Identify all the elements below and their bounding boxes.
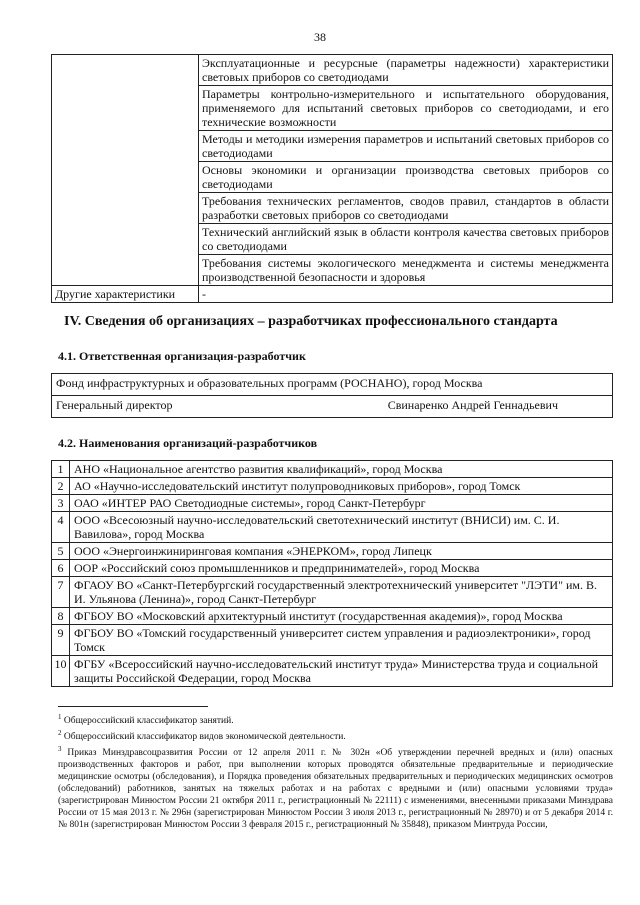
table-row: [52, 577, 613, 608]
row-number: 5: [52, 543, 70, 560]
org-name: ОАО «ИНТЕР РАО Светодиодные системы», город Санкт-Петербург: [70, 495, 613, 512]
footnote: [58, 711, 613, 727]
org-name: ФГБУ «Всероссийский научно-исследовательский институт труда» Министерства труда и социальной защиты Российской Федерации, город Москва: [70, 656, 613, 687]
responsible-org-table: [51, 373, 613, 418]
table-row: [52, 396, 613, 418]
row-number: 3: [52, 495, 70, 512]
org-name: ФГБОУ ВО «Московский архитектурный институт (государственная академия)», город Москва: [70, 608, 613, 625]
org-name: ООР «Российский союз промышленников и предпринимателей», город Москва: [70, 560, 613, 577]
other-characteristics-label: Другие характеристики: [52, 286, 199, 303]
footnotes: [58, 711, 613, 831]
footnote: [58, 727, 613, 743]
table-row: [52, 625, 613, 656]
empty-label-cell: [52, 55, 199, 286]
knowledge-item: Параметры контрольно-измерительного и испытательного оборудования, применяемого для испытаний световых приборов со светодиодами, и его технические возможности: [199, 86, 613, 131]
responsible-org-name: Фонд инфраструктурных и образовательных программ (РОСНАНО), город Москва: [52, 374, 613, 396]
row-number: 4: [52, 512, 70, 543]
knowledge-item: Требования системы экологического менеджмента и системы менеджмента производственной безопасности и здоровья: [199, 255, 613, 286]
knowledge-item: Требования технических регламентов, сводов правил, стандартов в области разработки световых приборов со светодиодами: [199, 193, 613, 224]
org-name: ФГБОУ ВО «Томский государственный университет систем управления и радиоэлектроники», город Томск: [70, 625, 613, 656]
table-row: [52, 543, 613, 560]
section-title: IV. Сведения об организациях – разработчиках профессионального стандарта: [64, 314, 558, 329]
knowledge-item: Основы экономики и организации производства световых приборов со светодиодами: [199, 162, 613, 193]
org-name: АО «Научно-исследовательский институт полупроводниковых приборов», город Томск: [70, 478, 613, 495]
row-number: 2: [52, 478, 70, 495]
org-name: ООО «Энергоинжиниринговая компания «ЭНЕРКОМ», город Липецк: [70, 543, 613, 560]
row-number: 8: [52, 608, 70, 625]
footnote-text: Общероссийский классификатор видов экономической деятельности.: [63, 732, 346, 743]
row-number: 6: [52, 560, 70, 577]
table-row: [52, 608, 613, 625]
subsection-title-4-2: 4.2. Наименования организаций-разработчиков: [58, 436, 318, 450]
subsection-title-4-1: 4.1. Ответственная организация-разработчик: [58, 349, 306, 363]
row-number: 10: [52, 656, 70, 687]
table-row: [52, 656, 613, 687]
footnote-mark: 1: [58, 713, 62, 721]
table-row: [52, 512, 613, 543]
table-row: [52, 374, 613, 396]
org-name: АНО «Национальное агентство развития квалификаций», город Москва: [70, 461, 613, 478]
other-characteristics-value: -: [199, 286, 613, 303]
footnote-text: Общероссийский классификатор занятий.: [63, 716, 234, 727]
footnote: [58, 743, 613, 831]
row-number: 1: [52, 461, 70, 478]
table-row: [52, 478, 613, 495]
table-row: [52, 55, 613, 86]
footnote-mark: 3: [58, 745, 62, 754]
director-title: Генеральный директор: [56, 398, 173, 412]
org-name: ООО «Всесоюзный научно-исследовательский светотехнический институт (ВНИСИ) им. С. И. Вавилова», город Москва: [70, 512, 613, 543]
developer-orgs-table: [51, 460, 613, 687]
table-row: [52, 560, 613, 577]
director-name: Свинаренко Андрей Геннадьевич: [387, 398, 558, 412]
footnote-mark: 2: [58, 729, 62, 738]
knowledge-item: Эксплуатационные и ресурсные (параметры надежности) характеристики световых приборов со светодиодами: [199, 55, 613, 86]
table-row: [52, 495, 613, 512]
director-cell: [52, 396, 613, 418]
table-row: [52, 461, 613, 478]
knowledge-item: Технический английский язык в области контроля качества световых приборов со светодиодами: [199, 224, 613, 255]
footnote-separator: [58, 706, 208, 707]
page-number: 38: [314, 30, 326, 44]
row-number: 9: [52, 625, 70, 656]
row-number: 7: [52, 577, 70, 608]
footnote-text: Приказ Минздравсоцразвития России от 12 апреля 2011 г. № 302н «Об утверждении перечней вредных и (или) опасных производственных факторов и работ, при выполнении которых проводятся обязательные предварительные и периодические медицинские осмотры (обследования), и Порядка проведения обязательных предварительных и периодических медицинских осмотров (обследований) работников, занятых на тяжелых работах и на работах с вредными и (или) опасными условиями труда» (зарегистрирован Минюстом России 21 октября 2011 г., регистрационный № 22111) с изменениями, внесенными приказами Минздрава России от 15 мая 2013 г. № 296н (зарегистрирован Минюстом России 3 июля 2013 г., регистрационный № 28970) и от 5 декабря 2014 г. № 801н (зарегистрирован Минюстом России 3 февраля 2015 г., регистрационный № 35848), приказом Минтруда России,: [58, 748, 613, 831]
table-row: [52, 286, 613, 303]
knowledge-item: Методы и методики измерения параметров и испытаний световых приборов со светодиодами: [199, 131, 613, 162]
org-name: ФГАОУ ВО «Санкт-Петербургский государственный электротехнический университет "ЛЭТИ" им. В. И. Ульянова (Ленина)», город Санкт-Петербург: [70, 577, 613, 608]
knowledge-continuation-table: [51, 54, 613, 303]
